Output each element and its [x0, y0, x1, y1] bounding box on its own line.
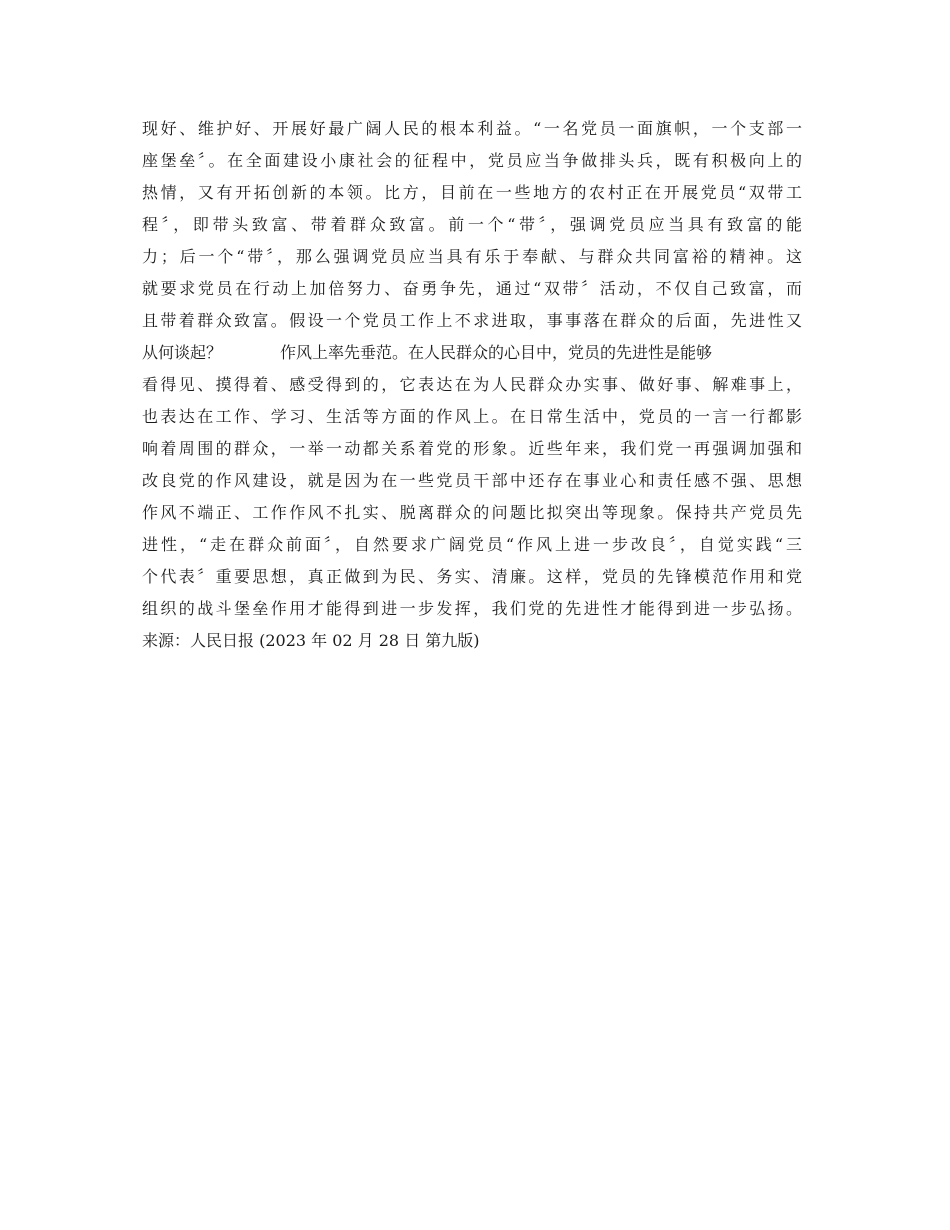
text-line: 作风不端正、工作作风不扎实、脱离群众的问题比拟突出等现象。保持共产党员先: [142, 503, 802, 522]
text-line: 程〞，即带头致富、带着群众致富。前一个“带〞，强调党员应当具有致富的能: [142, 215, 802, 234]
text-line: 力；后一个“带〞，那么强调党员应当具有乐于奉献、与群众共同富裕的精神。这: [142, 247, 802, 266]
text-line: 个代表〞重要思想，真正做到为民、务实、清廉。这样，党员的先锋模范作用和党: [142, 567, 802, 586]
text-line: 热情，又有开拓创新的本领。比方，目前在一些地方的农村正在开展党员“双带工: [142, 183, 802, 202]
text-line: 进性，“走在群众前面〞，自然要求广阔党员“作风上进一步改良〞，自觉实践“三: [142, 535, 802, 554]
article-body: [142, 113, 822, 657]
source-line: 来源：人民日报 (2023 年 02 月 28 日 第九版): [142, 631, 480, 650]
text-line: 看得见、摸得着、感受得到的，它表达在为人民群众办实事、做好事、解难事上，: [142, 375, 802, 394]
text-line: 改良党的作风建设，就是因为在一些党员干部中还存在事业心和责任感不强、思想: [142, 471, 802, 490]
text-fragment: 从何谈起？: [142, 343, 223, 362]
text-line: 座堡垒〞。在全面建设小康社会的征程中，党员应当争做排头兵，既有积极向上的: [142, 151, 802, 170]
text-line: 组织的战斗堡垒作用才能得到进一步发挥，我们党的先进性才能得到进一步弘扬。: [142, 599, 802, 618]
text-line: [142, 337, 822, 369]
text-line: 现好、维护好、开展好最广阔人民的根本利益。“一名党员一面旗帜，一个支部一: [142, 119, 802, 138]
text-line: 响着周围的群众，一举一动都关系着党的形象。近些年来，我们党一再强调加强和: [142, 439, 802, 458]
text-fragment: 作风上率先垂范。在人民群众的心目中，党员的先进性是能够: [280, 343, 713, 362]
text-line: 且带着群众致富。假设一个党员工作上不求进取，事事落在群众的后面，先进性又: [142, 311, 802, 330]
text-line: 就要求党员在行动上加倍努力、奋勇争先，通过“双带〞活动，不仅自己致富，而: [142, 279, 802, 298]
text-line: 也表达在工作、学习、生活等方面的作风上。在日常生活中，党员的一言一行都影: [142, 407, 802, 426]
